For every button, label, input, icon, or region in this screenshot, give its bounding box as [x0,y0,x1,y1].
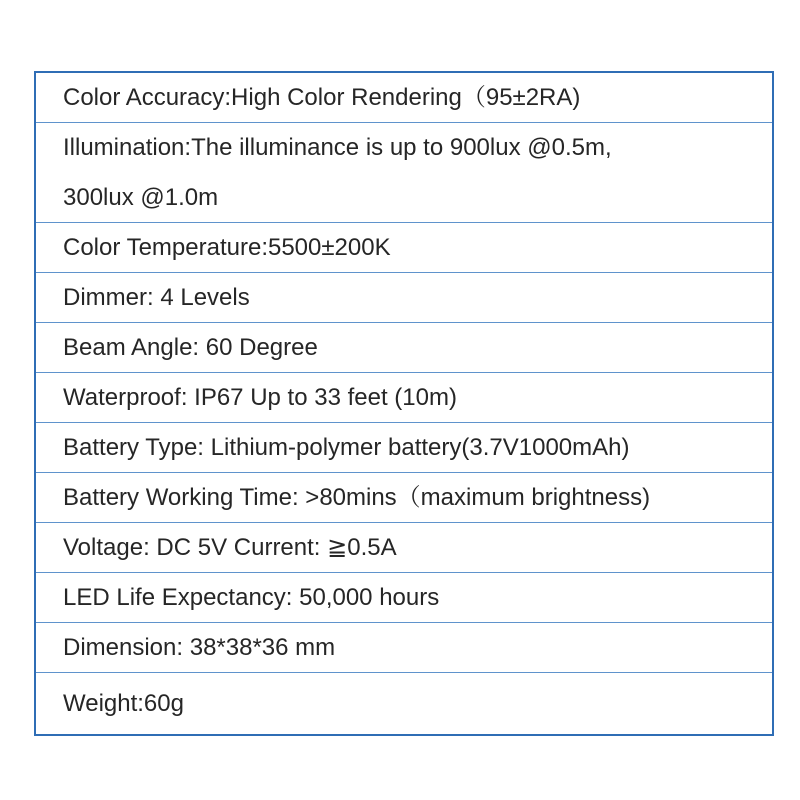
spec-text: Voltage: DC 5V Current: ≧0.5A [63,533,397,561]
spec-text: Beam Angle: 60 Degree [63,333,318,361]
spec-text: Illumination:The illuminance is up to 900lux @0.5m, [63,133,612,161]
spec-row-dimension [36,623,772,673]
spec-text: Battery Working Time: >80mins（maximum brightness) [63,483,651,511]
spec-row-illumination [36,123,772,223]
spec-table [34,71,774,736]
spec-row-battery-type [36,423,772,473]
spec-row-beam-angle [36,323,772,373]
spec-row-voltage-current [36,523,772,573]
spec-row-dimmer [36,273,772,323]
spec-row-waterproof [36,373,772,423]
spec-text: LED Life Expectancy: 50,000 hours [63,583,440,611]
spec-text: Waterproof: IP67 Up to 33 feet (10m) [63,383,457,411]
spec-row-weight [36,673,772,734]
spec-text: Battery Type: Lithium-polymer battery(3.7V1000mAh) [63,433,630,461]
spec-text-continued: 300lux @1.0m [63,183,219,211]
spec-row-battery-working-time [36,473,772,523]
spec-text: Weight:60g [63,689,184,717]
spec-text: Dimmer: 4 Levels [63,283,250,311]
spec-text: Dimension: 38*38*36 mm [63,633,336,661]
spec-text: Color Accuracy:High Color Rendering（95±2RA) [63,83,581,111]
spec-row-led-life [36,573,772,623]
spec-row-color-accuracy [36,73,772,123]
spec-text: Color Temperature:5500±200K [63,233,391,261]
spec-row-color-temperature [36,223,772,273]
